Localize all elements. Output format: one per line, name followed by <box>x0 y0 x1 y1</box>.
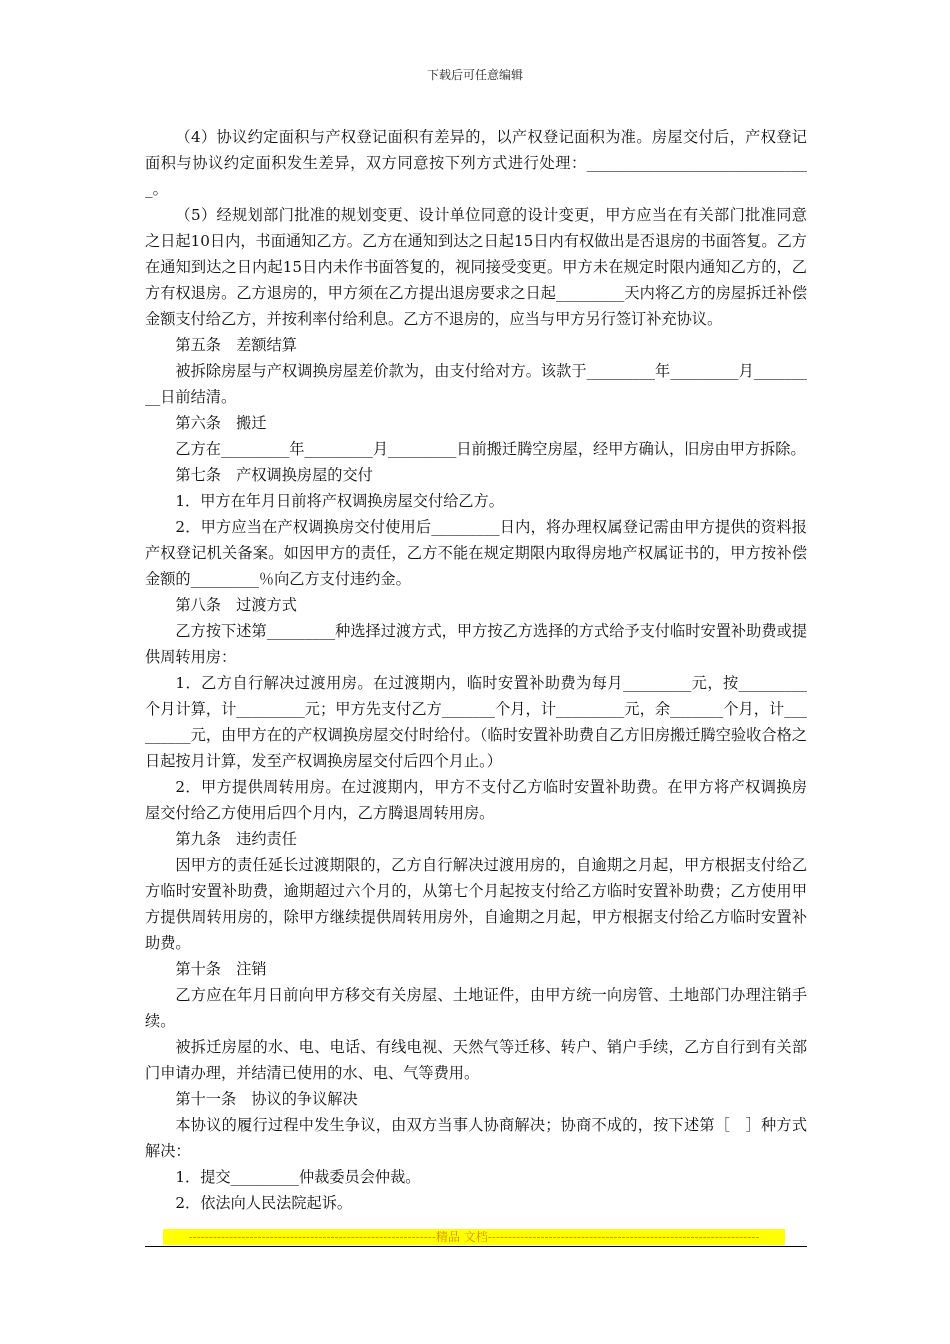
paragraph: 因甲方的责任延长过渡期限的，乙方自行解决过渡用房的，自逾期之月起，甲方根据支付给乙方临时安置补助费，逾期超过六个月的，从第七个月起按支付给乙方临时安置补助费；乙方使用甲方提供周转用房的，除甲方继续提供周转用房外，自逾期之月起，甲方根据支付给乙方临时安置补助费。 <box>145 856 807 952</box>
section-heading: 第六条 搬迁 <box>175 414 267 432</box>
section-heading: 第九条 违约责任 <box>175 830 297 848</box>
section-heading: 第十一条 协议的争议解决 <box>175 1090 358 1108</box>
paragraph: 2．依法向人民法院起诉。 <box>175 1194 353 1212</box>
document-body <box>145 124 807 1216</box>
section-heading: 第八条 过渡方式 <box>175 596 297 614</box>
paragraph: 被拆除房屋与产权调换房屋差价款为，由支付给对方。该款于_________年_________月_________日前结清。 <box>145 362 807 406</box>
footer-rule <box>145 1246 807 1247</box>
paragraph: 2．甲方应当在产权调换房交付使用后_________日内，将办理权属登记需由甲方提供的资料报产权登记机关备案。如因甲方的责任，乙方不能在规定期限内取得房地产权属证书的，甲方按补偿金额的_________％向乙方支付违约金。 <box>145 518 807 588</box>
paragraph: 被拆迁房屋的水、电、电话、有线电视、天然气等迁移、转户、销户手续，乙方自行到有关部门申请办理，并结清已使用的水、电、气等费用。 <box>145 1038 807 1082</box>
section-heading: 第十条 注销 <box>175 960 267 978</box>
paragraph: （5）经规划部门批准的规划变更、设计单位同意的设计变更，甲方应当在有关部门批准同意之日起10日内，书面通知乙方。乙方在通知到达之日起15日内有权做出是否退房的书面答复。乙方在通知到达之日内起15日内未作书面答复的，视同接受变更。甲方未在规定时限内通知乙方的，乙方有权退房。乙方退房的，甲方须在乙方提出退房要求之日起_________天内将乙方的房屋拆迁补偿金额支付给乙方，并按利率付给利息。乙方不退房的，应当与甲方另行签订补充协议。 <box>145 206 807 328</box>
footer-banner: -------------------------------------------------------------精品 文档------------------------------------------------------------------- <box>163 1229 785 1245</box>
paragraph: （4）协议约定面积与产权登记面积有差异的，以产权登记面积为准。房屋交付后，产权登记面积与协议约定面积发生差异，双方同意按下列方式进行处理：______________________________。 <box>145 128 807 198</box>
page-header: 下载后可任意编辑 <box>426 68 523 82</box>
paragraph: 2．甲方提供周转用房。在过渡期内，甲方不支付乙方临时安置补助费。在甲方将产权调换房屋交付给乙方使用后四个月内，乙方腾退周转用房。 <box>145 778 807 822</box>
paragraph: 1．提交_________仲裁委员会仲裁。 <box>175 1168 421 1186</box>
section-heading: 第五条 差额结算 <box>175 336 297 354</box>
paragraph: 乙方在_________年_________月_________日前搬迁腾空房屋，经甲方确认，旧房由甲方拆除。 <box>175 440 806 458</box>
paragraph: 1．乙方自行解决过渡用房。在过渡期内，临时安置补助费为每月_________元，按_________个月计算，计_________元；甲方先支付乙方_______个月，计_________元，余_______个月，计_________元，由甲方在的产权调换房屋交付时给付。（临时安置补助费自乙方旧房搬迁腾空验收合格之日起按月计算，发至产权调换房屋交付后四个月止。） <box>145 674 807 770</box>
paragraph: 1．甲方在年月日前将产权调换房屋交付给乙方。 <box>175 492 504 510</box>
section-heading: 第七条 产权调换房屋的交付 <box>175 466 373 484</box>
paragraph: 本协议的履行过程中发生争议，由双方当事人协商解决；协商不成的，按下述第［ ］种方式解决： <box>145 1116 807 1160</box>
paragraph: 乙方按下述第_________种选择过渡方式，甲方按乙方选择的方式给予支付临时安置补助费或提供周转用房： <box>145 622 807 666</box>
paragraph: 乙方应在年月日前向甲方移交有关房屋、土地证件，由甲方统一向房管、土地部门办理注销手续。 <box>145 986 807 1030</box>
